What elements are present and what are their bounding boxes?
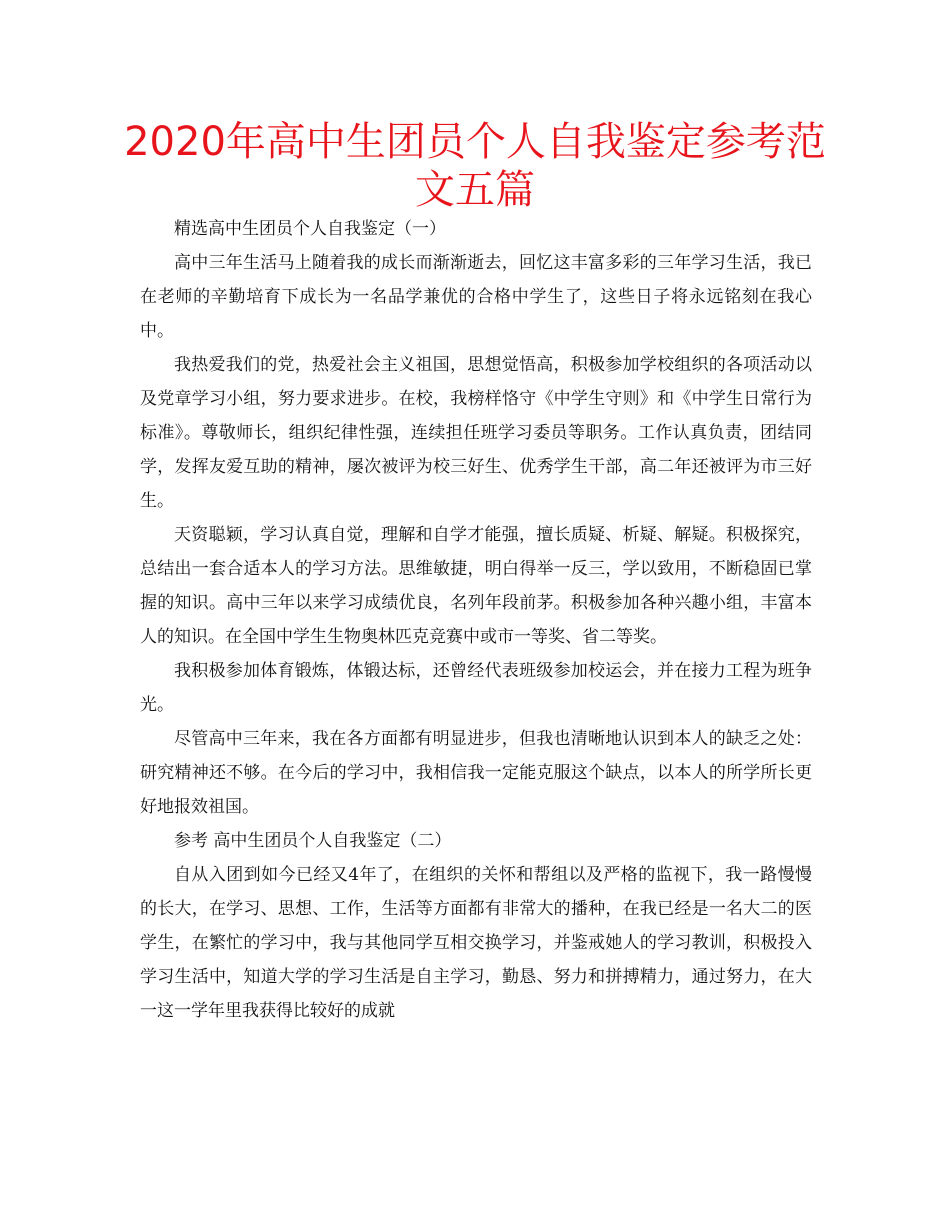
section-heading: 精选高中生团员个人自我鉴定（一） (174, 219, 446, 239)
section-heading: 参考 高中生团员个人自我鉴定（二） (174, 831, 452, 851)
paragraph: 我热爱我们的党，热爱社会主义祖国，思想觉悟高，积极参加学校组织的各项活动以及党章学习小组，努力要求进步。在校，我榜样恪守《中学生守则》和《中学生日常行为标准》。尊敬师长，组织纪律性强，连续担任班学习委员等职务。工作认真负责，团结同学，发挥友爱互助的精神，屡次被评为校三好生、优秀学生干部，高二年还被评为市三好生。 (140, 355, 812, 511)
paragraph: 天资聪颖，学习认真自觉，理解和自学才能强，擅长质疑、析疑、解疑。积极探究，总结出一套合适本人的学习方法。思维敏捷，明白得举一反三，学以致用，不断稳固已掌握的知识。高中三年以来学习成绩优良，名列年段前茅。积极参加各种兴趣小组，丰富本人的知识。在全国中学生生物奥林匹克竞赛中或市一等奖、省二等奖。 (140, 525, 812, 647)
paragraph: 尽管高中三年来，我在各方面都有明显进步，但我也清晰地认识到本人的缺乏之处：研究精神还不够。在今后的学习中，我相信我一定能克服这个缺点，以本人的所学所长更好地报效祖国。 (140, 729, 812, 817)
document-title: 2020年高中生团员个人自我鉴定参考范文五篇 (124, 119, 826, 213)
paragraph: 自从入团到如今已经又4年了，在组织的关怀和帮组以及严格的监视下，我一路慢慢的长大，在学习、思想、工作，生活等方面都有非常大的播种，在我已经是一名大二的医学生，在繁忙的学习中，我与其他同学互相交换学习，并鉴戒她人的学习教训，积极投入学习生活中，知道大学的学习生活是自主学习，勤恳、努力和拼搏精力，通过努力，在大一这一学年里我获得比较好的成就 (140, 865, 812, 1021)
paragraph: 我积极参加体育锻炼，体锻达标，还曾经代表班级参加校运会，并在接力工程为班争光。 (140, 661, 812, 715)
paragraph: 高中三年生活马上随着我的成长而渐渐逝去，回忆这丰富多彩的三年学习生活，我已在老师的辛勤培育下成长为一名品学兼优的合格中学生了，这些日子将永远铭刻在我心中。 (140, 253, 812, 341)
document-body (140, 212, 812, 1028)
